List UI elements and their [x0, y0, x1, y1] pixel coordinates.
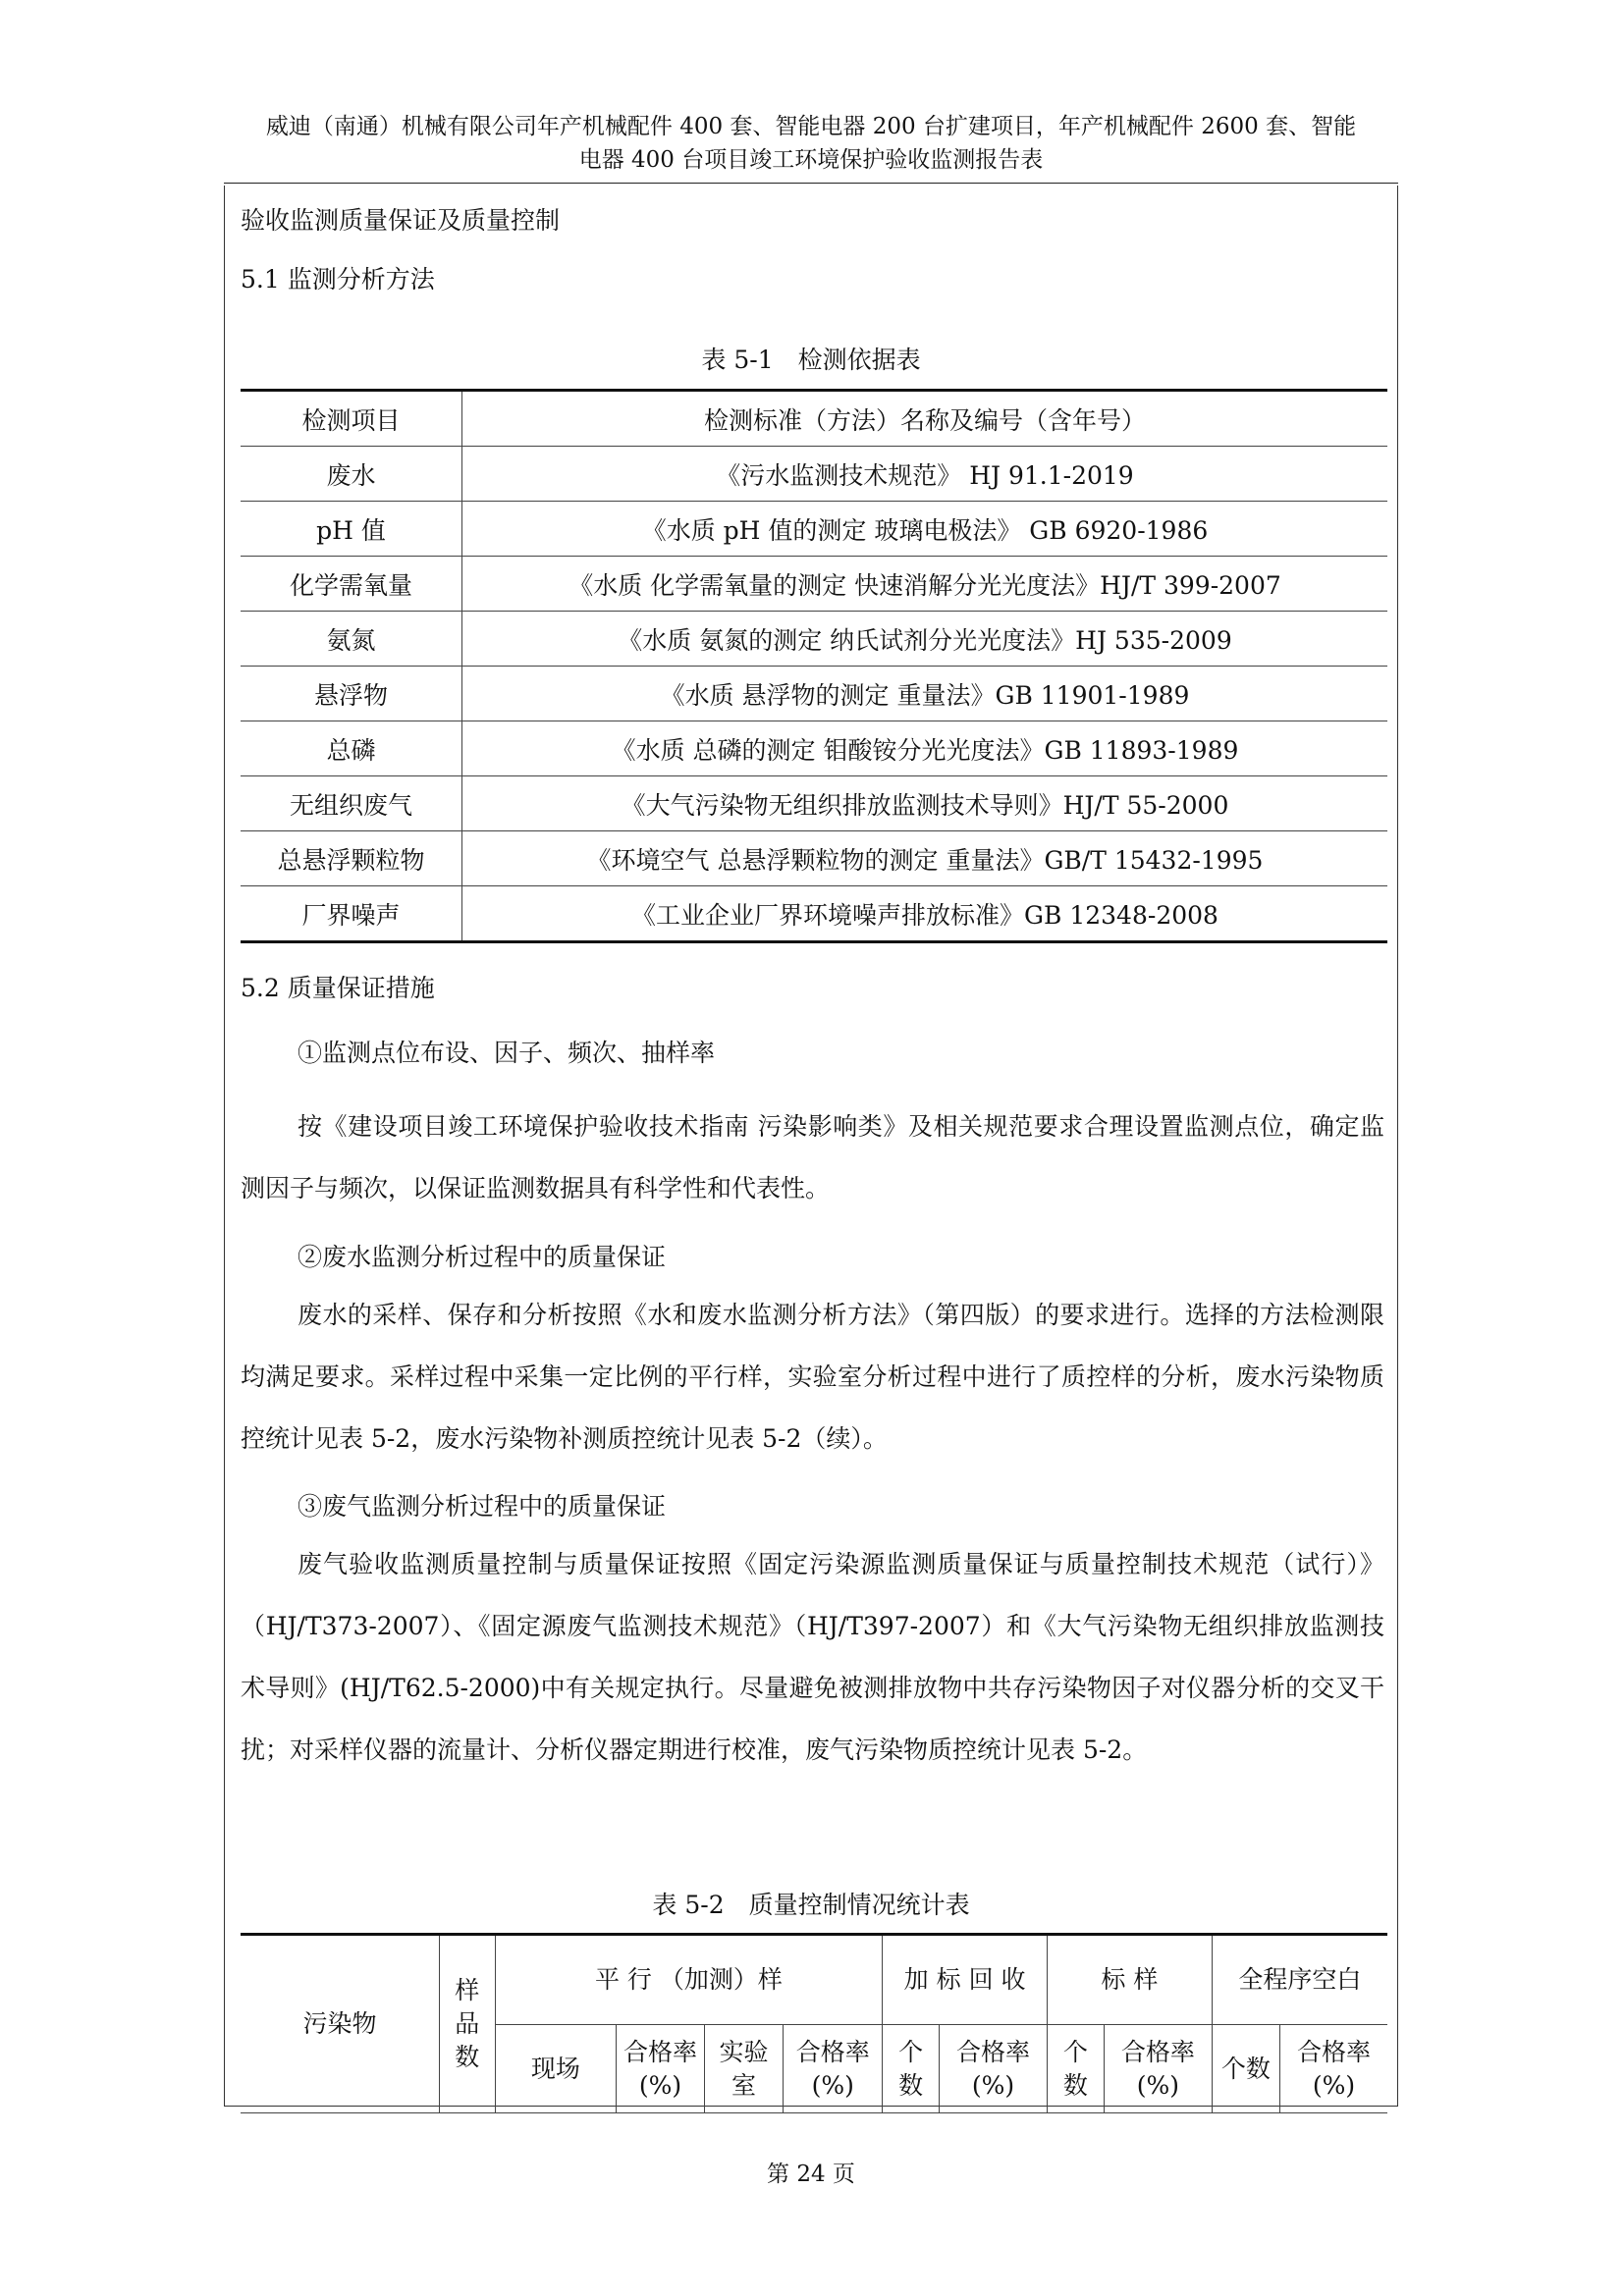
lab-header: 实验室: [704, 2025, 784, 2113]
table-group-header-row: [241, 1935, 1387, 2025]
section-title: 验收监测质量保证及质量控制: [241, 206, 561, 235]
table-row: [241, 776, 1387, 831]
item2-paragraph: 废水的采样、保存和分析按照《水和废水监测分析方法》（第四版）的要求进行。选择的方法检测限均满足要求。采样过程中采集一定比例的平行样，实验室分析过程中进行了质控样的分析，废水污染物质控统计见表 5-2，废水污染物补测质控统计见表 5-2（续）。: [241, 1301, 1384, 1453]
field-header: 现场: [495, 2025, 617, 2113]
standard-cell: 《水质 化学需氧量的测定 快速消解分光光度法》HJ/T 399-2007: [462, 557, 1388, 612]
process-blank-header: 全程序空白: [1212, 1935, 1387, 2025]
table2-caption: 表 5-2 质量控制情况统计表: [652, 1891, 970, 1919]
item1-title: ①监测点位布设、因子、频次、抽样率: [298, 1039, 716, 1067]
table-row: [241, 447, 1387, 502]
item-cell: 厂界噪声: [241, 886, 462, 942]
table-header-row: [241, 391, 1387, 447]
header-line-2: 电器 400 台项目竣工环境保护验收监测报告表: [578, 147, 1044, 173]
table-row: [241, 721, 1387, 776]
standard-cell: 《水质 氨氮的测定 纳氏试剂分光光度法》HJ 535-2009: [462, 612, 1388, 667]
item3-paragraph: 废气验收监测质量控制与质量保证按照《固定污染源监测质量保证与质量控制技术规范（试行）》（HJ/T373-2007）、《固定源废气监测技术规范》（HJ/T397-2007）和《大气污染物无组织排放监测技术导则》(HJ/T62.5-2000)中有关规定执行。尽量避免被测排放物中共存污染物因子对仪器分析的交叉干扰；对采样仪器的流量计、分析仪器定期进行校准，废气污染物质控统计见表 5-2。: [241, 1550, 1384, 1764]
item-cell: 化学需氧量: [241, 557, 462, 612]
item-cell: 无组织废气: [241, 776, 462, 831]
item-cell: pH 值: [241, 502, 462, 557]
table-row: [241, 612, 1387, 667]
table-row: [241, 831, 1387, 886]
quality-control-table: [241, 1933, 1387, 2113]
table1-caption: 表 5-1 检测依据表: [701, 346, 921, 374]
header-line-1: 威迪（南通）机械有限公司年产机械配件 400 套、智能电器 200 台扩建项目，年产机械配件 2600 套、智能: [265, 114, 1357, 139]
pollutant-header: 污染物: [241, 1935, 439, 2113]
standard-cell: 《污水监测技术规范》 HJ 91.1-2019: [462, 447, 1388, 502]
count-header: 个数: [1212, 2025, 1279, 2113]
item3-title: ③废气监测分析过程中的质量保证: [298, 1492, 667, 1521]
table-row: [241, 886, 1387, 942]
item-cell: 总悬浮颗粒物: [241, 831, 462, 886]
standard-cell: 《大气污染物无组织排放监测技术导则》HJ/T 55-2000: [462, 776, 1388, 831]
rate-header: 合格率(%): [1279, 2025, 1387, 2113]
item1-paragraph: 按《建设项目竣工环境保护验收技术指南 污染影响类》及相关规范要求合理设置监测点位，确定监测因子与频次，以保证监测数据具有科学性和代表性。: [241, 1112, 1384, 1202]
rate-header: 合格率(%): [940, 2025, 1048, 2113]
sample-count-header: 样品数: [439, 1935, 495, 2113]
table-row: [241, 502, 1387, 557]
subsection-title-5-2: 5.2 质量保证措施: [241, 974, 435, 1002]
parallel-sample-header: 平 行 （加测）样: [495, 1935, 883, 2025]
table-header-cell: 检测标准（方法）名称及编号（含年号）: [462, 391, 1388, 447]
rate-header: 合格率(%): [1104, 2025, 1212, 2113]
item2-title: ②废水监测分析过程中的质量保证: [298, 1243, 667, 1271]
standard-cell: 《工业企业厂界环境噪声排放标准》GB 12348-2008: [462, 886, 1388, 942]
table-header-cell: 检测项目: [241, 391, 462, 447]
document-header: [224, 110, 1398, 177]
count-header: 个数: [883, 2025, 940, 2113]
standard-cell: 《水质 总磷的测定 钼酸铵分光光度法》GB 11893-1989: [462, 721, 1388, 776]
standard-sample-header: 标 样: [1048, 1935, 1213, 2025]
table-row: [241, 557, 1387, 612]
rate-header: 合格率(%): [617, 2025, 705, 2113]
item-cell: 悬浮物: [241, 667, 462, 721]
item-cell: 废水: [241, 447, 462, 502]
header-rule: [224, 183, 1398, 184]
item-cell: 总磷: [241, 721, 462, 776]
count-header: 个数: [1048, 2025, 1105, 2113]
detection-basis-table: [241, 389, 1387, 943]
item-cell: 氨氮: [241, 612, 462, 667]
standard-cell: 《环境空气 总悬浮颗粒物的测定 重量法》GB/T 15432-1995: [462, 831, 1388, 886]
spike-recovery-header: 加 标 回 收: [883, 1935, 1048, 2025]
table-row: [241, 667, 1387, 721]
page-number: 第 24 页: [767, 2162, 855, 2187]
rate-header: 合格率(%): [784, 2025, 883, 2113]
standard-cell: 《水质 pH 值的测定 玻璃电极法》 GB 6920-1986: [462, 502, 1388, 557]
standard-cell: 《水质 悬浮物的测定 重量法》GB 11901-1989: [462, 667, 1388, 721]
subsection-title-5-1: 5.1 监测分析方法: [241, 265, 435, 294]
